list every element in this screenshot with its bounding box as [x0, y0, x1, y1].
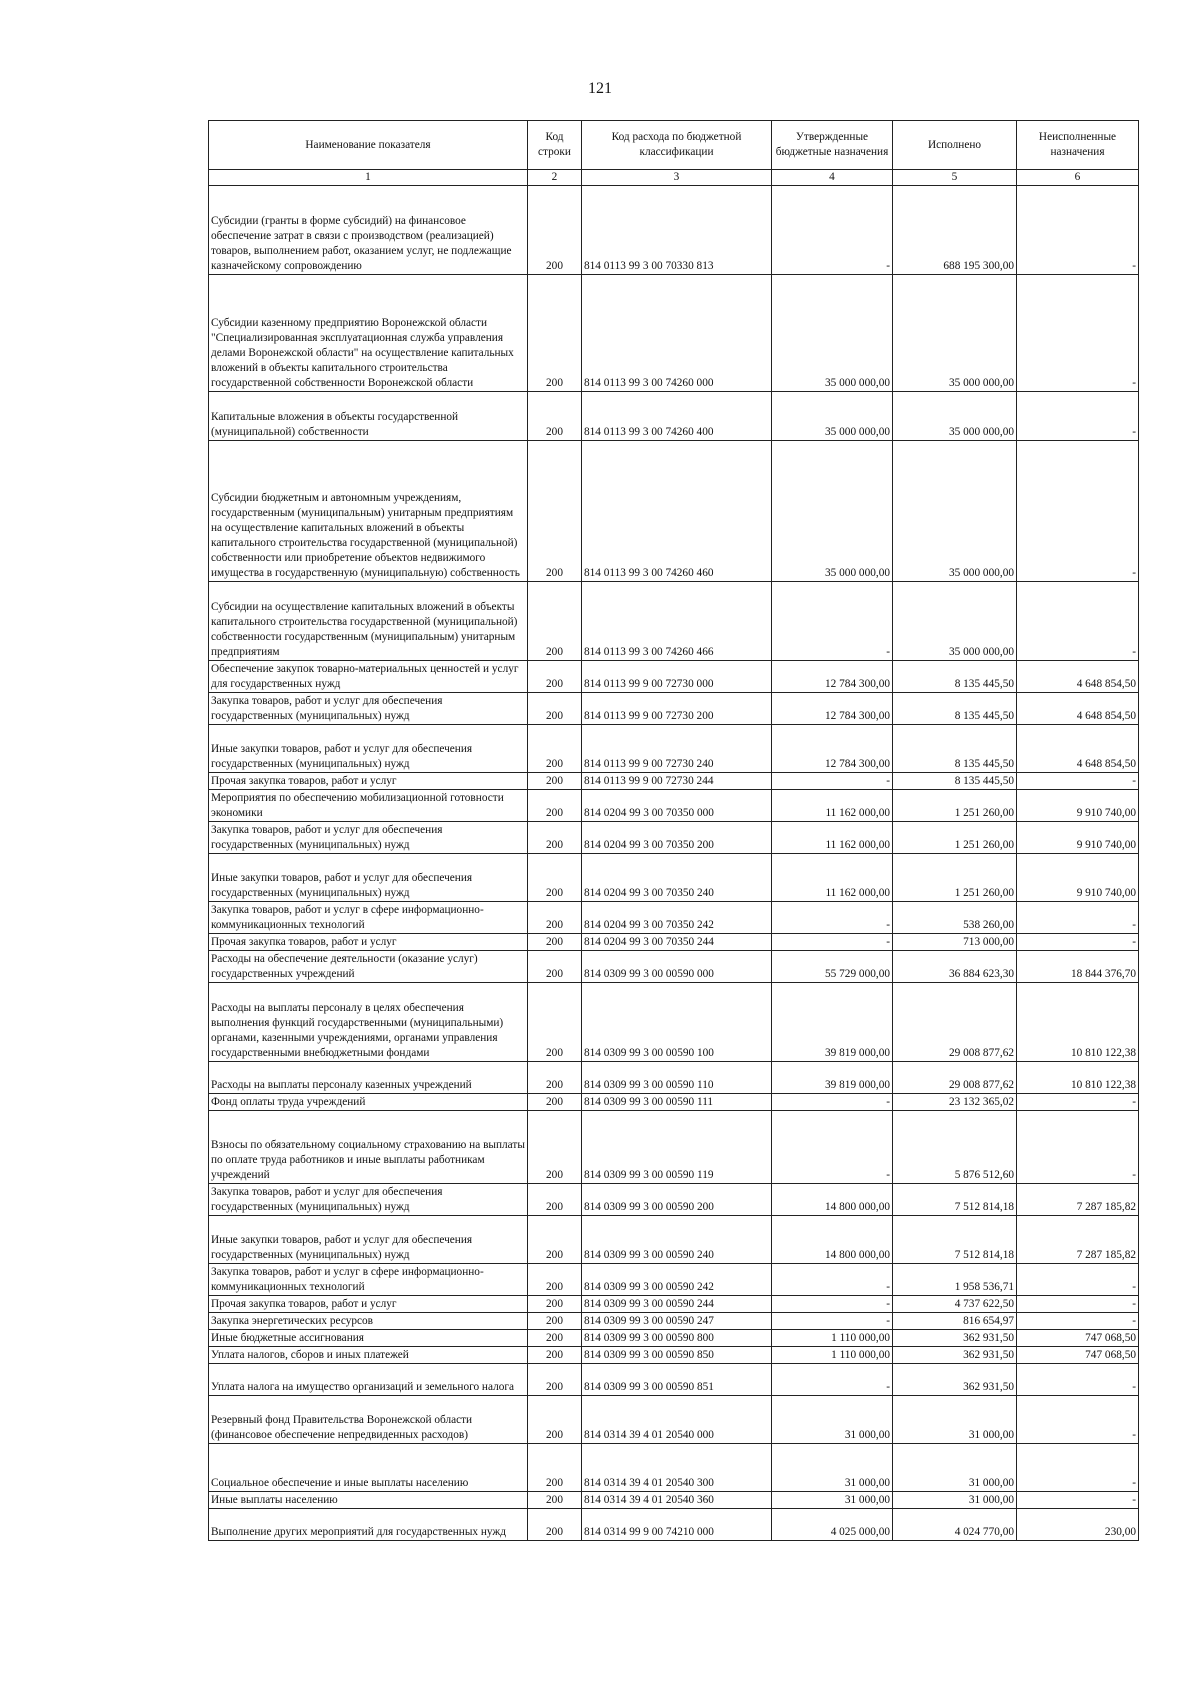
- column-number: 2: [528, 170, 582, 186]
- row-name: Прочая закупка товаров, работ и услуг: [209, 1296, 528, 1313]
- row-approved: -: [772, 1264, 893, 1296]
- table-row: [209, 582, 1139, 661]
- row-executed: 29 008 877,62: [893, 983, 1017, 1062]
- row-unexecuted: 4 648 854,50: [1017, 661, 1139, 693]
- row-executed: 29 008 877,62: [893, 1062, 1017, 1094]
- row-line-code: 200: [528, 1347, 582, 1364]
- row-budget-code: 814 0309 99 3 00 00590 850: [582, 1347, 772, 1364]
- row-unexecuted: 4 648 854,50: [1017, 693, 1139, 725]
- row-executed: 8 135 445,50: [893, 693, 1017, 725]
- table-row: [209, 1062, 1139, 1094]
- row-executed: 1 251 260,00: [893, 854, 1017, 902]
- row-name: Закупка товаров, работ и услуг для обеспечения государственных (муниципальных) нужд: [209, 822, 528, 854]
- row-name: Выполнение других мероприятий для государственных нужд: [209, 1509, 528, 1541]
- column-number: 4: [772, 170, 893, 186]
- row-unexecuted: -: [1017, 186, 1139, 275]
- row-executed: 23 132 365,02: [893, 1094, 1017, 1111]
- row-unexecuted: -: [1017, 773, 1139, 790]
- row-line-code: 200: [528, 392, 582, 441]
- row-unexecuted: 9 910 740,00: [1017, 822, 1139, 854]
- header-unexecuted: Неисполненные назначения: [1017, 121, 1139, 170]
- table-row: [209, 1264, 1139, 1296]
- row-unexecuted: 747 068,50: [1017, 1330, 1139, 1347]
- table-row: [209, 661, 1139, 693]
- header-line-code: Код строки: [528, 121, 582, 170]
- row-budget-code: 814 0204 99 3 00 70350 244: [582, 934, 772, 951]
- row-line-code: 200: [528, 1111, 582, 1184]
- row-approved: 39 819 000,00: [772, 983, 893, 1062]
- row-approved: 12 784 300,00: [772, 661, 893, 693]
- row-budget-code: 814 0113 99 3 00 74260 000: [582, 275, 772, 392]
- row-approved: 11 162 000,00: [772, 790, 893, 822]
- row-budget-code: 814 0314 39 4 01 20540 300: [582, 1444, 772, 1492]
- row-line-code: 200: [528, 1264, 582, 1296]
- row-executed: 816 654,97: [893, 1313, 1017, 1330]
- column-number: 5: [893, 170, 1017, 186]
- row-approved: 31 000,00: [772, 1444, 893, 1492]
- row-name: Закупка товаров, работ и услуг в сфере информационно-коммуникационных технологий: [209, 902, 528, 934]
- row-approved: 11 162 000,00: [772, 822, 893, 854]
- row-unexecuted: 747 068,50: [1017, 1347, 1139, 1364]
- row-executed: 5 876 512,60: [893, 1111, 1017, 1184]
- table-row: [209, 1364, 1139, 1396]
- table-row: [209, 1396, 1139, 1444]
- row-line-code: 200: [528, 1313, 582, 1330]
- row-unexecuted: 7 287 185,82: [1017, 1216, 1139, 1264]
- row-name: Субсидии бюджетным и автономным учреждениям, государственным (муниципальным) унитарным предприятиям на осуществление капитальных вложений в объекты капитального строительства государственной (муниципальной) собственности или приобретение объектов недвижимого имущества в государственную (муниципальную) собственность: [209, 441, 528, 582]
- row-name: Субсидии на осуществление капитальных вложений в объекты капитального строительства государственной (муниципальной) собственности государственным (муниципальным) унитарным предприятиям: [209, 582, 528, 661]
- row-budget-code: 814 0113 99 3 00 74260 466: [582, 582, 772, 661]
- row-name: Иные закупки товаров, работ и услуг для обеспечения государственных (муниципальных) нужд: [209, 1216, 528, 1264]
- row-executed: 35 000 000,00: [893, 582, 1017, 661]
- row-budget-code: 814 0314 39 4 01 20540 000: [582, 1396, 772, 1444]
- row-approved: -: [772, 902, 893, 934]
- row-executed: 36 884 623,30: [893, 951, 1017, 983]
- row-approved: -: [772, 1094, 893, 1111]
- row-executed: 8 135 445,50: [893, 661, 1017, 693]
- column-number-row: [209, 170, 1139, 186]
- row-executed: 1 251 260,00: [893, 822, 1017, 854]
- row-unexecuted: 10 810 122,38: [1017, 983, 1139, 1062]
- row-line-code: 200: [528, 790, 582, 822]
- row-name: Уплата налога на имущество организаций и земельного налога: [209, 1364, 528, 1396]
- row-name: Социальное обеспечение и иные выплаты населению: [209, 1444, 528, 1492]
- row-unexecuted: -: [1017, 902, 1139, 934]
- row-approved: 35 000 000,00: [772, 392, 893, 441]
- row-approved: -: [772, 186, 893, 275]
- row-executed: 8 135 445,50: [893, 725, 1017, 773]
- row-line-code: 200: [528, 661, 582, 693]
- row-name: Субсидии казенному предприятию Воронежской области "Специализированная эксплуатационная служба управления делами Воронежской области" на осуществление капитальных вложений в объекты капитального строительства государственной собственности Воронежской области: [209, 275, 528, 392]
- table-row: [209, 1347, 1139, 1364]
- row-line-code: 200: [528, 934, 582, 951]
- table-row: [209, 441, 1139, 582]
- row-name: Закупка товаров, работ и услуг для обеспечения государственных (муниципальных) нужд: [209, 1184, 528, 1216]
- row-line-code: 200: [528, 582, 582, 661]
- row-budget-code: 814 0309 99 3 00 00590 800: [582, 1330, 772, 1347]
- row-approved: 1 110 000,00: [772, 1330, 893, 1347]
- header-approved: Утвержденные бюджетные назначения: [772, 121, 893, 170]
- header-row: [209, 121, 1139, 170]
- row-approved: 31 000,00: [772, 1492, 893, 1509]
- table-row: [209, 1330, 1139, 1347]
- row-unexecuted: 4 648 854,50: [1017, 725, 1139, 773]
- table-row: [209, 1216, 1139, 1264]
- row-line-code: 200: [528, 441, 582, 582]
- page-number: 121: [588, 80, 612, 97]
- table-row: [209, 1492, 1139, 1509]
- row-line-code: 200: [528, 1094, 582, 1111]
- table-row: [209, 186, 1139, 275]
- row-line-code: 200: [528, 275, 582, 392]
- row-executed: 7 512 814,18: [893, 1184, 1017, 1216]
- row-budget-code: 814 0314 39 4 01 20540 360: [582, 1492, 772, 1509]
- row-budget-code: 814 0204 99 3 00 70350 000: [582, 790, 772, 822]
- row-executed: 538 260,00: [893, 902, 1017, 934]
- row-executed: 35 000 000,00: [893, 275, 1017, 392]
- row-budget-code: 814 0113 99 3 00 74260 400: [582, 392, 772, 441]
- row-name: Закупка товаров, работ и услуг в сфере информационно-коммуникационных технологий: [209, 1264, 528, 1296]
- row-line-code: 200: [528, 1184, 582, 1216]
- row-approved: 35 000 000,00: [772, 275, 893, 392]
- row-budget-code: 814 0309 99 3 00 00590 119: [582, 1111, 772, 1184]
- row-name: Обеспечение закупок товарно-материальных ценностей и услуг для государственных нужд: [209, 661, 528, 693]
- row-unexecuted: 9 910 740,00: [1017, 790, 1139, 822]
- row-approved: -: [772, 1313, 893, 1330]
- table-row: [209, 1313, 1139, 1330]
- table-row: [209, 1444, 1139, 1492]
- table-row: [209, 1296, 1139, 1313]
- row-line-code: 200: [528, 902, 582, 934]
- table-row: [209, 854, 1139, 902]
- row-name: Взносы по обязательному социальному страхованию на выплаты по оплате труда работников и иные выплаты работникам учреждений: [209, 1111, 528, 1184]
- row-line-code: 200: [528, 1062, 582, 1094]
- row-line-code: 200: [528, 693, 582, 725]
- row-executed: 31 000,00: [893, 1444, 1017, 1492]
- row-budget-code: 814 0309 99 3 00 00590 240: [582, 1216, 772, 1264]
- row-executed: 35 000 000,00: [893, 441, 1017, 582]
- row-name: Иные выплаты населению: [209, 1492, 528, 1509]
- table-row: [209, 951, 1139, 983]
- row-name: Иные закупки товаров, работ и услуг для обеспечения государственных (муниципальных) нужд: [209, 854, 528, 902]
- table-row: [209, 1184, 1139, 1216]
- row-approved: -: [772, 1364, 893, 1396]
- row-unexecuted: -: [1017, 275, 1139, 392]
- row-name: Прочая закупка товаров, работ и услуг: [209, 773, 528, 790]
- row-unexecuted: -: [1017, 1264, 1139, 1296]
- row-budget-code: 814 0309 99 3 00 00590 000: [582, 951, 772, 983]
- row-budget-code: 814 0113 99 3 00 70330 813: [582, 186, 772, 275]
- table-row: [209, 773, 1139, 790]
- row-name: Иные закупки товаров, работ и услуг для обеспечения государственных (муниципальных) нужд: [209, 725, 528, 773]
- row-name: Капитальные вложения в объекты государственной (муниципальной) собственности: [209, 392, 528, 441]
- row-budget-code: 814 0309 99 3 00 00590 244: [582, 1296, 772, 1313]
- table-row: [209, 725, 1139, 773]
- row-unexecuted: -: [1017, 1094, 1139, 1111]
- table-row: [209, 822, 1139, 854]
- row-name: Субсидии (гранты в форме субсидий) на финансовое обеспечение затрат в связи с производством (реализацией) товаров, выполнением работ, оказанием услуг, не подлежащие казначейскому сопровождению: [209, 186, 528, 275]
- row-approved: -: [772, 773, 893, 790]
- row-unexecuted: 10 810 122,38: [1017, 1062, 1139, 1094]
- header-name: Наименование показателя: [209, 121, 528, 170]
- table-row: [209, 693, 1139, 725]
- table-row: [209, 983, 1139, 1062]
- row-approved: 11 162 000,00: [772, 854, 893, 902]
- row-name: Расходы на обеспечение деятельности (оказание услуг) государственных учреждений: [209, 951, 528, 983]
- row-approved: 31 000,00: [772, 1396, 893, 1444]
- row-approved: 1 110 000,00: [772, 1347, 893, 1364]
- row-line-code: 200: [528, 1444, 582, 1492]
- row-approved: -: [772, 1111, 893, 1184]
- row-line-code: 200: [528, 854, 582, 902]
- row-approved: -: [772, 934, 893, 951]
- row-budget-code: 814 0309 99 3 00 00590 110: [582, 1062, 772, 1094]
- row-line-code: 200: [528, 1216, 582, 1264]
- row-budget-code: 814 0309 99 3 00 00590 247: [582, 1313, 772, 1330]
- row-executed: 35 000 000,00: [893, 392, 1017, 441]
- row-budget-code: 814 0309 99 3 00 00590 111: [582, 1094, 772, 1111]
- row-executed: 31 000,00: [893, 1396, 1017, 1444]
- row-unexecuted: 7 287 185,82: [1017, 1184, 1139, 1216]
- row-name: Прочая закупка товаров, работ и услуг: [209, 934, 528, 951]
- row-executed: 4 024 770,00: [893, 1509, 1017, 1541]
- row-approved: 14 800 000,00: [772, 1216, 893, 1264]
- row-unexecuted: -: [1017, 1296, 1139, 1313]
- row-unexecuted: 230,00: [1017, 1509, 1139, 1541]
- row-approved: 4 025 000,00: [772, 1509, 893, 1541]
- row-budget-code: 814 0204 99 3 00 70350 242: [582, 902, 772, 934]
- row-unexecuted: 18 844 376,70: [1017, 951, 1139, 983]
- row-approved: -: [772, 1296, 893, 1313]
- row-unexecuted: -: [1017, 392, 1139, 441]
- row-unexecuted: -: [1017, 1444, 1139, 1492]
- row-budget-code: 814 0113 99 9 00 72730 200: [582, 693, 772, 725]
- row-line-code: 200: [528, 951, 582, 983]
- row-name: Фонд оплаты труда учреждений: [209, 1094, 528, 1111]
- column-number: 3: [582, 170, 772, 186]
- row-line-code: 200: [528, 1509, 582, 1541]
- row-name: Расходы на выплаты персоналу казенных учреждений: [209, 1062, 528, 1094]
- row-unexecuted: -: [1017, 934, 1139, 951]
- row-budget-code: 814 0309 99 3 00 00590 100: [582, 983, 772, 1062]
- row-approved: 39 819 000,00: [772, 1062, 893, 1094]
- row-budget-code: 814 0204 99 3 00 70350 240: [582, 854, 772, 902]
- table-row: [209, 1111, 1139, 1184]
- row-budget-code: 814 0314 99 9 00 74210 000: [582, 1509, 772, 1541]
- table-row: [209, 275, 1139, 392]
- row-line-code: 200: [528, 822, 582, 854]
- row-budget-code: 814 0113 99 9 00 72730 244: [582, 773, 772, 790]
- row-executed: 713 000,00: [893, 934, 1017, 951]
- row-executed: 7 512 814,18: [893, 1216, 1017, 1264]
- column-number: 1: [209, 170, 528, 186]
- table-row: [209, 1509, 1139, 1541]
- row-name: Закупка энергетических ресурсов: [209, 1313, 528, 1330]
- row-executed: 362 931,50: [893, 1364, 1017, 1396]
- row-unexecuted: -: [1017, 441, 1139, 582]
- header-budget-code: Код расхода по бюджетной классификации: [582, 121, 772, 170]
- row-unexecuted: -: [1017, 1492, 1139, 1509]
- row-executed: 1 958 536,71: [893, 1264, 1017, 1296]
- row-unexecuted: -: [1017, 1364, 1139, 1396]
- row-executed: 4 737 622,50: [893, 1296, 1017, 1313]
- row-unexecuted: 9 910 740,00: [1017, 854, 1139, 902]
- row-line-code: 200: [528, 1364, 582, 1396]
- row-budget-code: 814 0113 99 9 00 72730 000: [582, 661, 772, 693]
- row-executed: 688 195 300,00: [893, 186, 1017, 275]
- table-row: [209, 902, 1139, 934]
- header-executed: Исполнено: [893, 121, 1017, 170]
- row-budget-code: 814 0113 99 3 00 74260 460: [582, 441, 772, 582]
- row-unexecuted: -: [1017, 1111, 1139, 1184]
- row-executed: 362 931,50: [893, 1330, 1017, 1347]
- row-budget-code: 814 0309 99 3 00 00590 200: [582, 1184, 772, 1216]
- row-line-code: 200: [528, 725, 582, 773]
- row-approved: 35 000 000,00: [772, 441, 893, 582]
- row-name: Расходы на выплаты персоналу в целях обеспечения выполнения функций государственными (муниципальными) органами, казенными учреждениями, органами управления государственными внебюджетными фондами: [209, 983, 528, 1062]
- row-approved: 55 729 000,00: [772, 951, 893, 983]
- row-line-code: 200: [528, 1330, 582, 1347]
- row-line-code: 200: [528, 1492, 582, 1509]
- row-unexecuted: -: [1017, 582, 1139, 661]
- row-line-code: 200: [528, 186, 582, 275]
- table-row: [209, 392, 1139, 441]
- row-budget-code: 814 0204 99 3 00 70350 200: [582, 822, 772, 854]
- row-budget-code: 814 0309 99 3 00 00590 242: [582, 1264, 772, 1296]
- row-line-code: 200: [528, 1396, 582, 1444]
- row-budget-code: 814 0309 99 3 00 00590 851: [582, 1364, 772, 1396]
- row-executed: 31 000,00: [893, 1492, 1017, 1509]
- row-name: Иные бюджетные ассигнования: [209, 1330, 528, 1347]
- table-row: [209, 1094, 1139, 1111]
- row-approved: 12 784 300,00: [772, 693, 893, 725]
- row-line-code: 200: [528, 1296, 582, 1313]
- row-unexecuted: -: [1017, 1396, 1139, 1444]
- row-name: Закупка товаров, работ и услуг для обеспечения государственных (муниципальных) нужд: [209, 693, 528, 725]
- row-name: Уплата налогов, сборов и иных платежей: [209, 1347, 528, 1364]
- row-name: Резервный фонд Правительства Воронежской области (финансовое обеспечение непредвиденных расходов): [209, 1396, 528, 1444]
- row-name: Мероприятия по обеспечению мобилизационной готовности экономики: [209, 790, 528, 822]
- row-approved: 14 800 000,00: [772, 1184, 893, 1216]
- row-executed: 362 931,50: [893, 1347, 1017, 1364]
- row-budget-code: 814 0113 99 9 00 72730 240: [582, 725, 772, 773]
- table-row: [209, 934, 1139, 951]
- row-approved: 12 784 300,00: [772, 725, 893, 773]
- row-executed: 8 135 445,50: [893, 773, 1017, 790]
- row-approved: -: [772, 582, 893, 661]
- table-body: [209, 186, 1139, 1541]
- row-line-code: 200: [528, 983, 582, 1062]
- row-executed: 1 251 260,00: [893, 790, 1017, 822]
- row-line-code: 200: [528, 773, 582, 790]
- row-unexecuted: -: [1017, 1313, 1139, 1330]
- column-number: 6: [1017, 170, 1139, 186]
- table-row: [209, 790, 1139, 822]
- budget-execution-table: [208, 120, 1139, 1541]
